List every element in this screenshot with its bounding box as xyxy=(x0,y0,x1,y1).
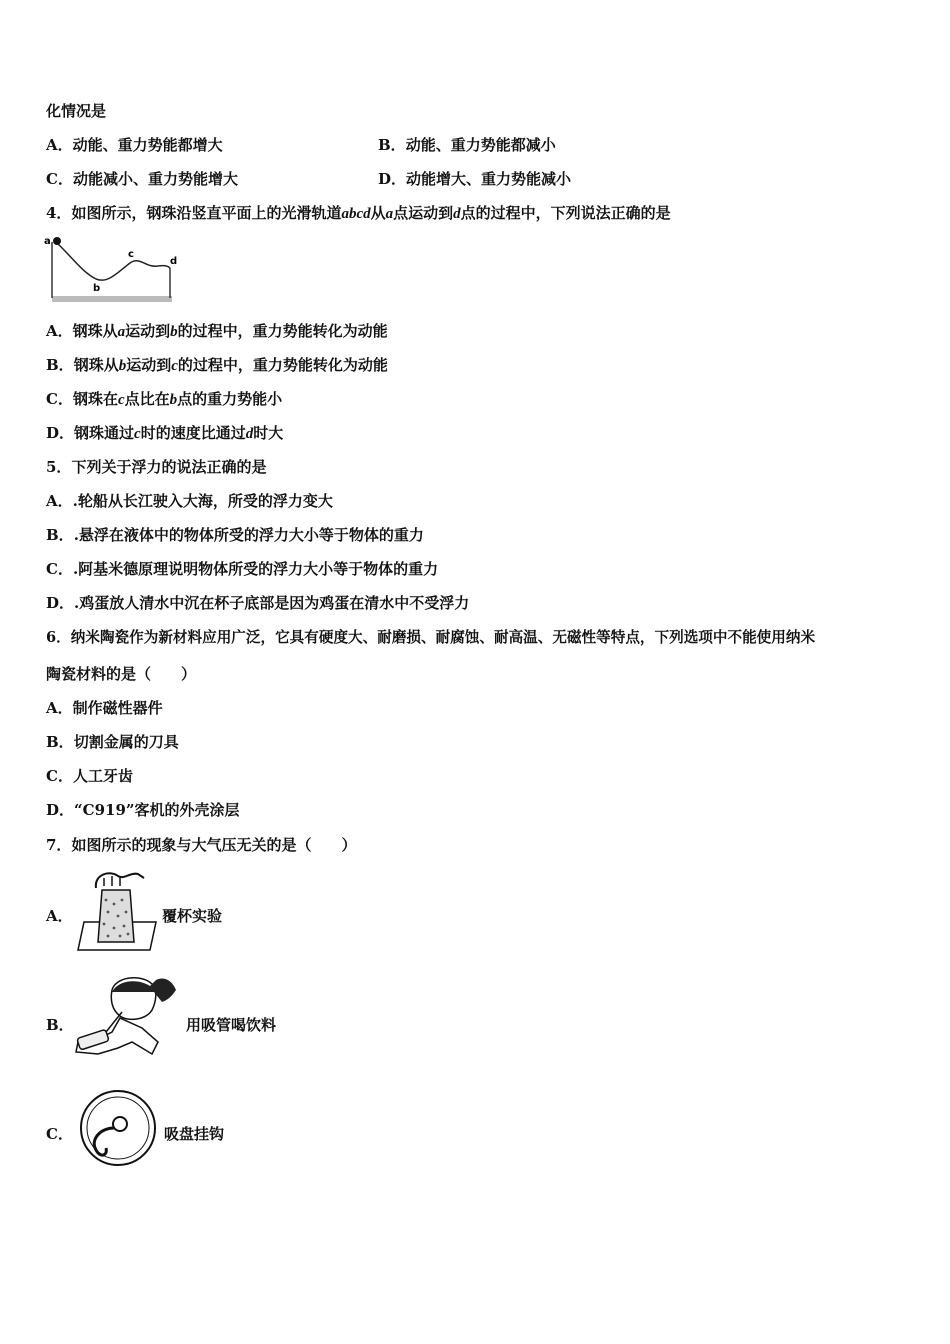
point-b-label: b xyxy=(93,283,101,294)
suction-hook-figure xyxy=(76,1088,160,1168)
q6-option-b: B．切割金属的刀具 xyxy=(46,733,179,751)
point-c-label: c xyxy=(128,249,134,260)
q3-option-d: D．动能增大、重力势能减小 xyxy=(378,170,572,188)
q5-option-d: D．.鸡蛋放人清水中沉在杯子底部是因为鸡蛋在清水中不受浮力 xyxy=(46,594,470,612)
track-curve xyxy=(56,242,170,280)
q6-option-d: D．“C919”客机的外壳涂层 xyxy=(46,801,240,819)
q6-option-c: C．人工牙齿 xyxy=(46,767,133,785)
finger-lines xyxy=(104,876,120,886)
q7-option-b-caption: 用吸管喝饮料 xyxy=(186,1016,277,1034)
q7-option-a-caption: 覆杯实验 xyxy=(162,907,223,925)
point-a-label: a xyxy=(44,236,51,247)
q3-stem-end: 化情况是 xyxy=(46,102,107,120)
q6-stem-line2: 陶瓷材料的是（ ） xyxy=(46,665,197,683)
q3-option-c: C．动能减小、重力势能增大 xyxy=(46,170,238,188)
point-d-label: d xyxy=(170,256,178,267)
q5-option-a: A．.轮船从长江驶入大海，所受的浮力变大 xyxy=(46,492,333,510)
q3-option-a: A．动能、重力势能都增大 xyxy=(46,136,223,154)
q3-option-b: B．动能、重力势能都减小 xyxy=(378,136,556,154)
q5-stem: 5．下列关于浮力的说法正确的是 xyxy=(46,458,267,476)
track-ground xyxy=(52,296,172,302)
q4-option-a: A．钢珠从a运动到b的过程中，重力势能转化为动能 xyxy=(46,322,388,340)
steel-ball-icon xyxy=(53,237,61,245)
q6-option-a: A．制作磁性器件 xyxy=(46,699,163,717)
straw-drinking-figure xyxy=(72,972,184,1062)
q4-option-d: D．钢珠通过c时的速度比通过d时大 xyxy=(46,424,284,442)
q4-option-c: C．钢珠在c点比在b点的重力势能小 xyxy=(46,390,283,408)
q7-option-a-label: A． xyxy=(46,907,73,925)
hook-knob xyxy=(113,1117,127,1131)
inverted-cup-figure xyxy=(74,866,158,954)
track-figure xyxy=(42,232,182,306)
q4-stem: 4．如图所示，钢珠沿竖直平面上的光滑轨道abcd从a点运动到d点的过程中，下列说法正确的是 xyxy=(46,204,671,222)
q4-option-b: B．钢珠从b运动到c的过程中，重力势能转化为动能 xyxy=(46,356,388,374)
q5-option-b: B．.悬浮在液体中的物体所受的浮力大小等于物体的重力 xyxy=(46,526,424,544)
q7-option-c-caption: 吸盘挂钩 xyxy=(164,1125,225,1143)
q7-option-c-label: C． xyxy=(46,1125,73,1143)
q6-stem-line1: 6．纳米陶瓷作为新材料应用广泛，它具有硬度大、耐磨损、耐腐蚀、耐高温、无磁性等特点，下列选项中不能使用纳米 xyxy=(46,629,816,646)
q7-stem: 7．如图所示的现象与大气压无关的是（ ） xyxy=(46,836,357,854)
q7-option-b-label: B． xyxy=(46,1016,74,1034)
q5-option-c: C．.阿基米德原理说明物体所受的浮力大小等于物体的重力 xyxy=(46,560,439,578)
